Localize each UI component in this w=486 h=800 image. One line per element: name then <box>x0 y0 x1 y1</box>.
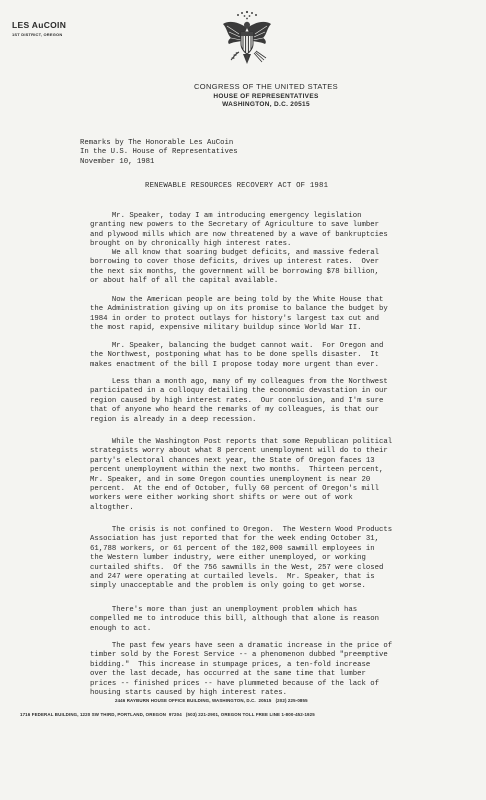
paragraph-line: the most rapid, expensive military buildup since World War II. <box>90 324 362 333</box>
document-title: RENEWABLE RESOURCES RECOVERY ACT OF 1981 <box>145 182 329 190</box>
body-paragraph <box>90 296 440 334</box>
body-paragraph <box>90 606 440 634</box>
paragraph-line: percent. At the end of October, fully 60 percent of Oregon's mill <box>90 485 380 494</box>
header-line: In the U.S. House of Representatives <box>80 148 238 157</box>
letterhead-congress: CONGRESS OF THE UNITED STATES <box>193 82 339 91</box>
paragraph-line: region caused by high interest rates. Our conclusion, and I'm sure <box>90 396 384 405</box>
footer-washington-office: 2446 RAYBURN HOUSE OFFICE BUILDING, WASHINGTON, D.C. 20515 (202) 225-0855 <box>115 698 308 703</box>
sender-block <box>12 20 66 37</box>
paragraph-line: and plywood mills which are now threatened by a wave of bankruptcies <box>90 230 388 239</box>
paragraph-line: region is already in a deep recession. <box>90 415 257 424</box>
paragraph-line: Mr. Speaker, balancing the budget cannot wait. For Oregon and <box>90 342 384 350</box>
paragraph-line: Mr. Speaker, and in some Oregon counties unemployment is near 20 <box>90 475 371 484</box>
paragraph-line: over the last decade, has occurred at the same time that lumber <box>90 670 366 679</box>
paragraph-line: makes enactment of the bill I propose today more urgent than ever. <box>90 360 380 369</box>
paragraph-line: 1984 in order to protect outlays for history's largest tax cut and <box>90 314 380 323</box>
body-paragraph <box>90 249 440 287</box>
paragraph-line: Mr. Speaker, today I am introducing emergency legislation <box>90 212 362 220</box>
eagle-seal-icon <box>221 8 273 80</box>
remarks-header <box>80 139 238 167</box>
paragraph-line: The past few years have seen a dramatic increase in the price of <box>90 642 393 650</box>
header-line: Remarks by The Honorable Les AuCoin <box>80 139 234 147</box>
paragraph-line: and 247 were operating at curtailed levels. Mr. Speaker, that is <box>90 573 375 582</box>
paragraph-line: the Administration giving up on its promise to balance the budget by <box>90 305 388 314</box>
paragraph-line: bidding." This increase in stumpage prices, a ten-fold increase <box>90 660 371 669</box>
paragraph-line: the Western lumber industry, were either unemployed, or working <box>90 554 366 563</box>
paragraph-line: 61,788 workers, or 61 percent of the 102,000 sawmill employees in <box>90 544 375 553</box>
paragraph-line: The crisis is not confined to Oregon. The Western Wood Products <box>90 526 393 534</box>
paragraph-line: workers were either working short shifts or were out of work <box>90 494 353 503</box>
body-paragraph <box>90 212 440 250</box>
paragraph-line: strategists worry about what 8 percent unemployment will do to their <box>90 447 388 456</box>
letterhead <box>148 82 384 108</box>
paragraph-line: While the Washington Post reports that some Republican political <box>90 438 393 446</box>
sender-name: LES AuCOIN <box>12 20 67 30</box>
paragraph-line: brought on by chronically high interest rates. <box>90 240 292 249</box>
sender-district: 1ST DISTRICT, OREGON <box>12 32 63 37</box>
paragraph-line: We all know that soaring budget deficits, and massive federal <box>90 249 380 257</box>
letterhead-house: HOUSE OF REPRESENTATIVES <box>213 93 319 100</box>
paragraph-line: the Northwest, postponing what has to be done spells disaster. It <box>90 351 380 360</box>
paragraph-line: borrowing to cover those deficits, drives up interest rates. Over <box>90 258 380 267</box>
paragraph-line: compelled me to introduce this bill, although that alone is reason <box>90 615 380 624</box>
body-paragraph <box>90 342 440 370</box>
paragraph-line: timber sold by the Forest Service -- a phenomenon dubbed "preemptive <box>90 651 388 660</box>
paragraph-line: Association has just reported that for the week ending October 31, <box>90 535 380 544</box>
paragraph-line: party's electoral chances next year, the State of Oregon faces 13 <box>90 456 375 465</box>
body-paragraph <box>90 438 440 513</box>
header-date: November 10, 1981 <box>80 157 155 166</box>
paragraph-line: enough to act. <box>90 624 152 633</box>
footer-portland-office: 1716 FEDERAL BUILDING, 1220 SW THIRD, PORTLAND, OREGON 97204 (503) 221-2901, OREGON TOLL FREE LINE 1-800-452-1925 <box>20 712 315 717</box>
paragraph-line: the next six months, the government will be borrowing $78 billion, <box>90 267 380 276</box>
paragraph-line: granting new powers to the Secretary of Agriculture to save lumber <box>90 221 380 230</box>
paragraph-line: housing starts caused by high interest rates. <box>90 689 288 698</box>
paragraph-line: simply unacceptable and the problem is only going to get worse. <box>90 582 366 591</box>
paragraph-line: Now the American people are being told by the White House that <box>90 296 384 304</box>
paragraph-line: There's more than just an unemployment problem which has <box>90 606 358 614</box>
paragraph-line: prices -- finished prices -- have plummeted because of the lack of <box>90 679 380 688</box>
body-paragraph <box>90 526 440 592</box>
paragraph-line: or about half of all the capital available. <box>90 277 279 286</box>
paragraph-line: participated in a colloquy detailing the economic devastation in our <box>90 387 388 396</box>
body-paragraph <box>90 642 440 698</box>
paragraph-line: altogther. <box>90 503 134 512</box>
paragraph-line: Less than a month ago, many of my colleagues from the Northwest <box>90 378 388 386</box>
body-paragraph <box>90 378 440 425</box>
paragraph-line: that of anyone who heard the remarks of my colleagues, is that our <box>90 406 380 415</box>
letterhead-address: WASHINGTON, D.C. 20515 <box>222 101 310 108</box>
paragraph-line: curtailed shifts. Of the 756 sawmills in the West, 257 were closed <box>90 563 384 572</box>
paragraph-line: percent unemployment within the next two months. Thirteen percent, <box>90 466 384 475</box>
